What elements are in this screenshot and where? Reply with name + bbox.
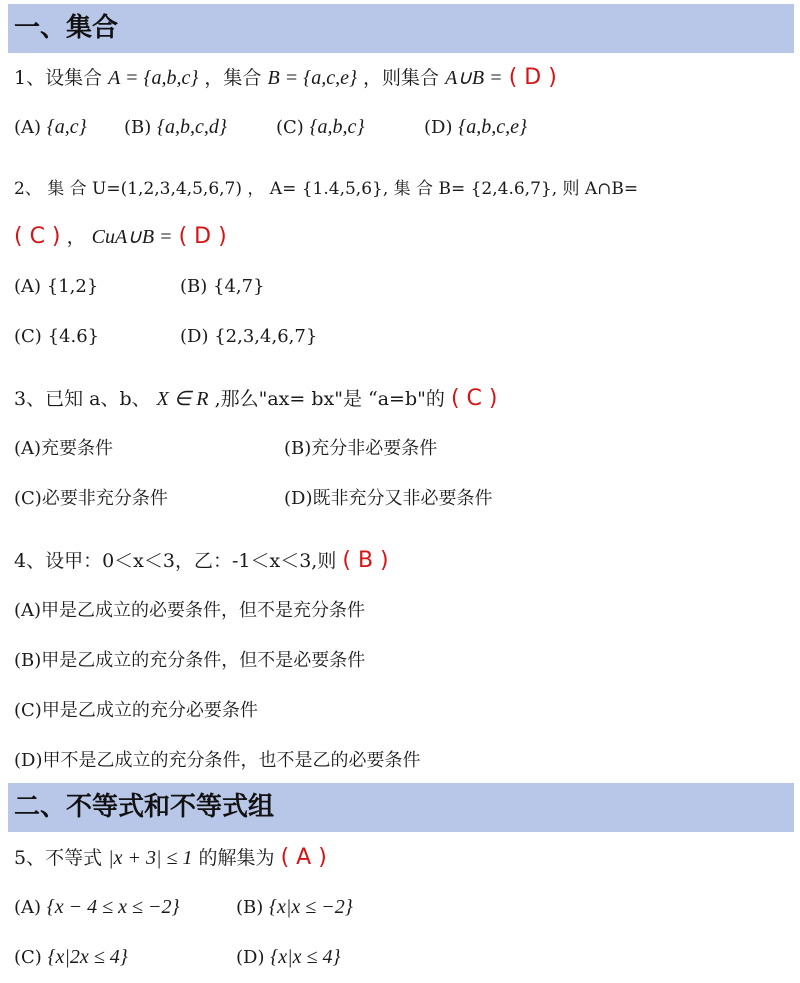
- q2-answer-1: ( C ): [14, 224, 61, 249]
- q4-option-a: [14, 598, 365, 624]
- question-3-stem: [14, 386, 792, 412]
- q4-option-d-label: (D): [14, 750, 43, 771]
- q3-option-c-text: 必要非充分条件: [41, 488, 168, 509]
- q3-option-a-text: 充要条件: [41, 438, 114, 459]
- q2-option-c-label: (C): [14, 326, 42, 347]
- q2-option-d-text: {2,3,4,6,7}: [214, 326, 318, 347]
- q4-option-d: [14, 748, 420, 774]
- q3-stem-b: ,那么"ax= bx"是 “a=b"的: [214, 388, 445, 410]
- q5-math: |x + 3| ≤ 1: [108, 847, 193, 869]
- q1-option-b-text: {a,b,c,d}: [157, 116, 227, 138]
- question-4-stem: [14, 548, 792, 574]
- q4-option-d-text: 甲不是乙成立的充分条件，也不是乙的必要条件: [42, 750, 421, 771]
- q4-option-c-label: (C): [14, 700, 42, 721]
- q1-option-c-label: (C): [276, 117, 304, 138]
- q3-answer: ( C ): [450, 386, 498, 411]
- q4-option-a-text: 甲是乙成立的必要条件，但不是充分条件: [41, 600, 366, 621]
- q1-stem-c: ，则集合: [363, 67, 440, 89]
- q5-stem-a: 5、不等式: [14, 847, 103, 869]
- q5-option-a-text: {x − 4 ≤ x ≤ −2}: [46, 896, 180, 918]
- q5-option-b-label: (B): [236, 897, 264, 918]
- q2-option-b-text: {4,7}: [213, 276, 265, 297]
- q3-option-b-label: (B): [284, 438, 312, 459]
- q5-option-b: [236, 894, 353, 921]
- q5-option-d-text: {x|x ≤ 4}: [270, 946, 341, 968]
- q1-option-a-label: (A): [14, 117, 42, 138]
- q5-option-d-label: (D): [236, 947, 265, 968]
- section-header-sets: 一、集合: [8, 4, 794, 53]
- q4-option-c-text: 甲是乙成立的充分必要条件: [41, 700, 258, 721]
- q4-option-b: [14, 648, 365, 674]
- q1-option-a: [14, 114, 87, 141]
- q5-option-a: [14, 894, 179, 921]
- q1-answer: ( D ): [508, 65, 557, 90]
- q3-option-c-label: (C): [14, 488, 42, 509]
- q2-option-a-label: (A): [14, 276, 42, 297]
- q3-option-d-label: (D): [284, 488, 313, 509]
- q2-sep: ，: [66, 226, 86, 248]
- q3-option-d: [284, 486, 492, 512]
- q2-option-d-label: (D): [180, 326, 209, 347]
- q4-option-b-text: 甲是乙成立的充分条件，但不是必要条件: [41, 650, 366, 671]
- q4-option-a-label: (A): [14, 600, 42, 621]
- q1-option-a-text: {a,c}: [46, 116, 87, 138]
- q5-option-c-label: (C): [14, 947, 42, 968]
- q5-option-d: [236, 944, 340, 971]
- q2-option-a: [14, 274, 98, 300]
- question-1-stem: [14, 65, 792, 91]
- q1-option-d-text: {a,b,c,e}: [458, 116, 527, 138]
- q1-option-d: [424, 114, 527, 141]
- q1-option-c-text: {a,b,c}: [309, 116, 365, 138]
- q5-answer: ( A ): [280, 845, 327, 870]
- q1-option-d-label: (D): [424, 117, 453, 138]
- q3-option-d-text: 既非充分又非必要条件: [312, 488, 493, 509]
- q1-option-c: [276, 114, 364, 141]
- q2-option-b-label: (B): [180, 276, 208, 297]
- q1-set-b: B = {a,c,e}: [267, 67, 357, 89]
- q2-answer-2: ( D ): [178, 224, 227, 249]
- q1-expr: A∪B =: [445, 67, 503, 89]
- q4-answer: ( B ): [342, 548, 389, 573]
- q2-option-c: [14, 324, 99, 350]
- q1-option-b-label: (B): [124, 117, 152, 138]
- q5-stem-b: 的解集为: [198, 847, 275, 869]
- q1-stem-a: 1、设集合: [14, 67, 103, 89]
- question-2-line-1: 2、 集 合 U=(1,2,3,4,5,6,7) ， A= {1.4,5,6}, 集 合 B= {2,4.6,7}, 则 A∩B=: [14, 179, 639, 199]
- q2-option-d: [180, 324, 317, 350]
- q3-option-c: [14, 486, 168, 512]
- q3-option-a-label: (A): [14, 438, 42, 459]
- q1-set-a: A = {a,b,c}: [108, 67, 199, 89]
- q2-expr: CuA∪B =: [91, 226, 173, 248]
- q5-option-a-label: (A): [14, 897, 42, 918]
- q5-option-c-text: {x|2x ≤ 4}: [47, 946, 128, 968]
- q3-stem-a: 3、已知 a、b、: [14, 388, 151, 410]
- q2-option-b: [180, 274, 265, 300]
- q3-option-b: [284, 436, 437, 462]
- q2-option-a-text: {1,2}: [46, 276, 99, 297]
- q3-option-b-text: 充分非必要条件: [311, 438, 438, 459]
- q2-option-c-text: {4.6}: [47, 326, 100, 347]
- q4-option-b-label: (B): [14, 650, 42, 671]
- question-2-line-2: [14, 224, 792, 250]
- q5-option-b-text: {x|x ≤ −2}: [269, 896, 353, 918]
- q4-stem: 4、设甲：0＜x＜3，乙：-1＜x＜3,则: [14, 550, 337, 572]
- question-5-stem: [14, 845, 792, 871]
- q1-option-b: [124, 114, 227, 141]
- q3-math: X ∈ R: [156, 388, 209, 410]
- q3-option-a: [14, 436, 113, 462]
- section-header-inequalities: 二、不等式和不等式组: [8, 783, 794, 832]
- q4-option-c: [14, 698, 258, 724]
- q1-stem-b: ，集合: [204, 67, 262, 89]
- q5-option-c: [14, 944, 128, 971]
